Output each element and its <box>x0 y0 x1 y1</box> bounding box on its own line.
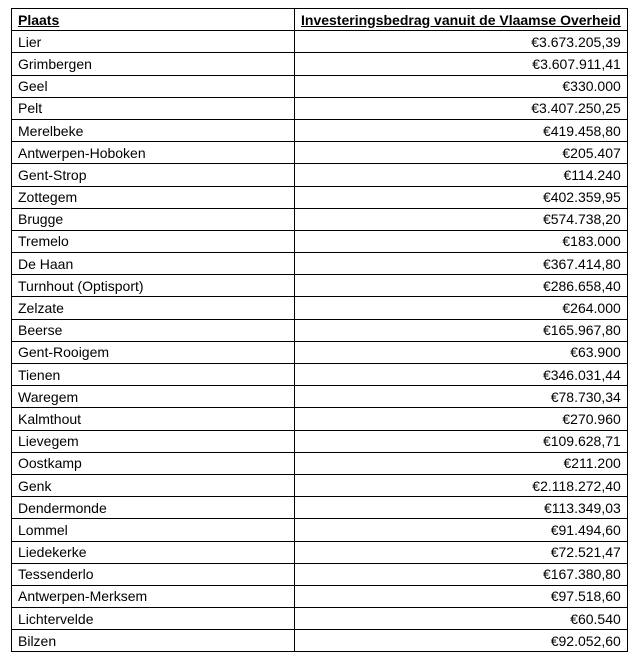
table-row <box>12 75 628 97</box>
cell-amount: €346.031,44 <box>295 364 628 386</box>
table-row <box>12 497 628 519</box>
table-row <box>12 474 628 496</box>
cell-amount: €419.458,80 <box>295 119 628 141</box>
cell-amount: €60.540 <box>295 608 628 630</box>
table-row <box>12 119 628 141</box>
cell-place: Grimbergen <box>12 53 295 75</box>
cell-place: Zelzate <box>12 297 295 319</box>
table-body <box>12 31 628 652</box>
cell-amount: €367.414,80 <box>295 253 628 275</box>
cell-place: Gent-Strop <box>12 164 295 186</box>
cell-amount: €264.000 <box>295 297 628 319</box>
cell-place: Antwerpen-Hoboken <box>12 142 295 164</box>
cell-amount: €92.052,60 <box>295 630 628 652</box>
cell-amount: €109.628,71 <box>295 430 628 452</box>
table-row <box>12 53 628 75</box>
cell-place: Tessenderlo <box>12 563 295 585</box>
cell-place: Waregem <box>12 386 295 408</box>
cell-place: Genk <box>12 474 295 496</box>
table-row <box>12 452 628 474</box>
cell-amount: €330.000 <box>295 75 628 97</box>
cell-place: Tremelo <box>12 230 295 252</box>
cell-place: Kalmthout <box>12 408 295 430</box>
table-row <box>12 408 628 430</box>
cell-place: Lichtervelde <box>12 608 295 630</box>
cell-place: Lievegem <box>12 430 295 452</box>
table-row <box>12 519 628 541</box>
cell-place: Bilzen <box>12 630 295 652</box>
table-row <box>12 97 628 119</box>
table-row <box>12 31 628 53</box>
table-row <box>12 541 628 563</box>
cell-place: Dendermonde <box>12 497 295 519</box>
cell-amount: €97.518,60 <box>295 585 628 607</box>
table-row <box>12 164 628 186</box>
cell-amount: €402.359,95 <box>295 186 628 208</box>
cell-place: Lommel <box>12 519 295 541</box>
cell-amount: €113.349,03 <box>295 497 628 519</box>
cell-place: Antwerpen-Merksem <box>12 585 295 607</box>
cell-amount: €63.900 <box>295 341 628 363</box>
cell-amount: €205.407 <box>295 142 628 164</box>
cell-amount: €3.407.250,25 <box>295 97 628 119</box>
table-row <box>12 608 628 630</box>
table-row <box>12 364 628 386</box>
cell-place: Brugge <box>12 208 295 230</box>
cell-place: Turnhout (Optisport) <box>12 275 295 297</box>
cell-amount: €72.521,47 <box>295 541 628 563</box>
cell-amount: €211.200 <box>295 452 628 474</box>
table-row <box>12 275 628 297</box>
cell-place: Beerse <box>12 319 295 341</box>
cell-amount: €78.730,34 <box>295 386 628 408</box>
cell-place: De Haan <box>12 253 295 275</box>
table-row <box>12 186 628 208</box>
cell-amount: €3.607.911,41 <box>295 53 628 75</box>
header-amount: Investeringsbedrag vanuit de Vlaamse Overheid <box>295 9 628 31</box>
table-row <box>12 142 628 164</box>
cell-amount: €183.000 <box>295 230 628 252</box>
investment-table <box>11 8 628 652</box>
cell-place: Lier <box>12 31 295 53</box>
cell-amount: €2.118.272,40 <box>295 474 628 496</box>
header-place: Plaats <box>12 9 295 31</box>
table-row <box>12 297 628 319</box>
cell-place: Liedekerke <box>12 541 295 563</box>
table-row <box>12 341 628 363</box>
table-row <box>12 230 628 252</box>
cell-amount: €114.240 <box>295 164 628 186</box>
cell-place: Tienen <box>12 364 295 386</box>
table-row <box>12 563 628 585</box>
table-row <box>12 430 628 452</box>
cell-amount: €3.673.205,39 <box>295 31 628 53</box>
cell-place: Zottegem <box>12 186 295 208</box>
cell-place: Gent-Rooigem <box>12 341 295 363</box>
cell-amount: €165.967,80 <box>295 319 628 341</box>
table-row <box>12 386 628 408</box>
table-row <box>12 253 628 275</box>
table-header-row <box>12 9 628 31</box>
cell-amount: €270.960 <box>295 408 628 430</box>
cell-place: Pelt <box>12 97 295 119</box>
table-row <box>12 630 628 652</box>
cell-amount: €91.494,60 <box>295 519 628 541</box>
cell-place: Geel <box>12 75 295 97</box>
cell-place: Merelbeke <box>12 119 295 141</box>
table-row <box>12 319 628 341</box>
cell-amount: €574.738,20 <box>295 208 628 230</box>
cell-amount: €167.380,80 <box>295 563 628 585</box>
cell-place: Oostkamp <box>12 452 295 474</box>
table-row <box>12 585 628 607</box>
cell-amount: €286.658,40 <box>295 275 628 297</box>
table-row <box>12 208 628 230</box>
